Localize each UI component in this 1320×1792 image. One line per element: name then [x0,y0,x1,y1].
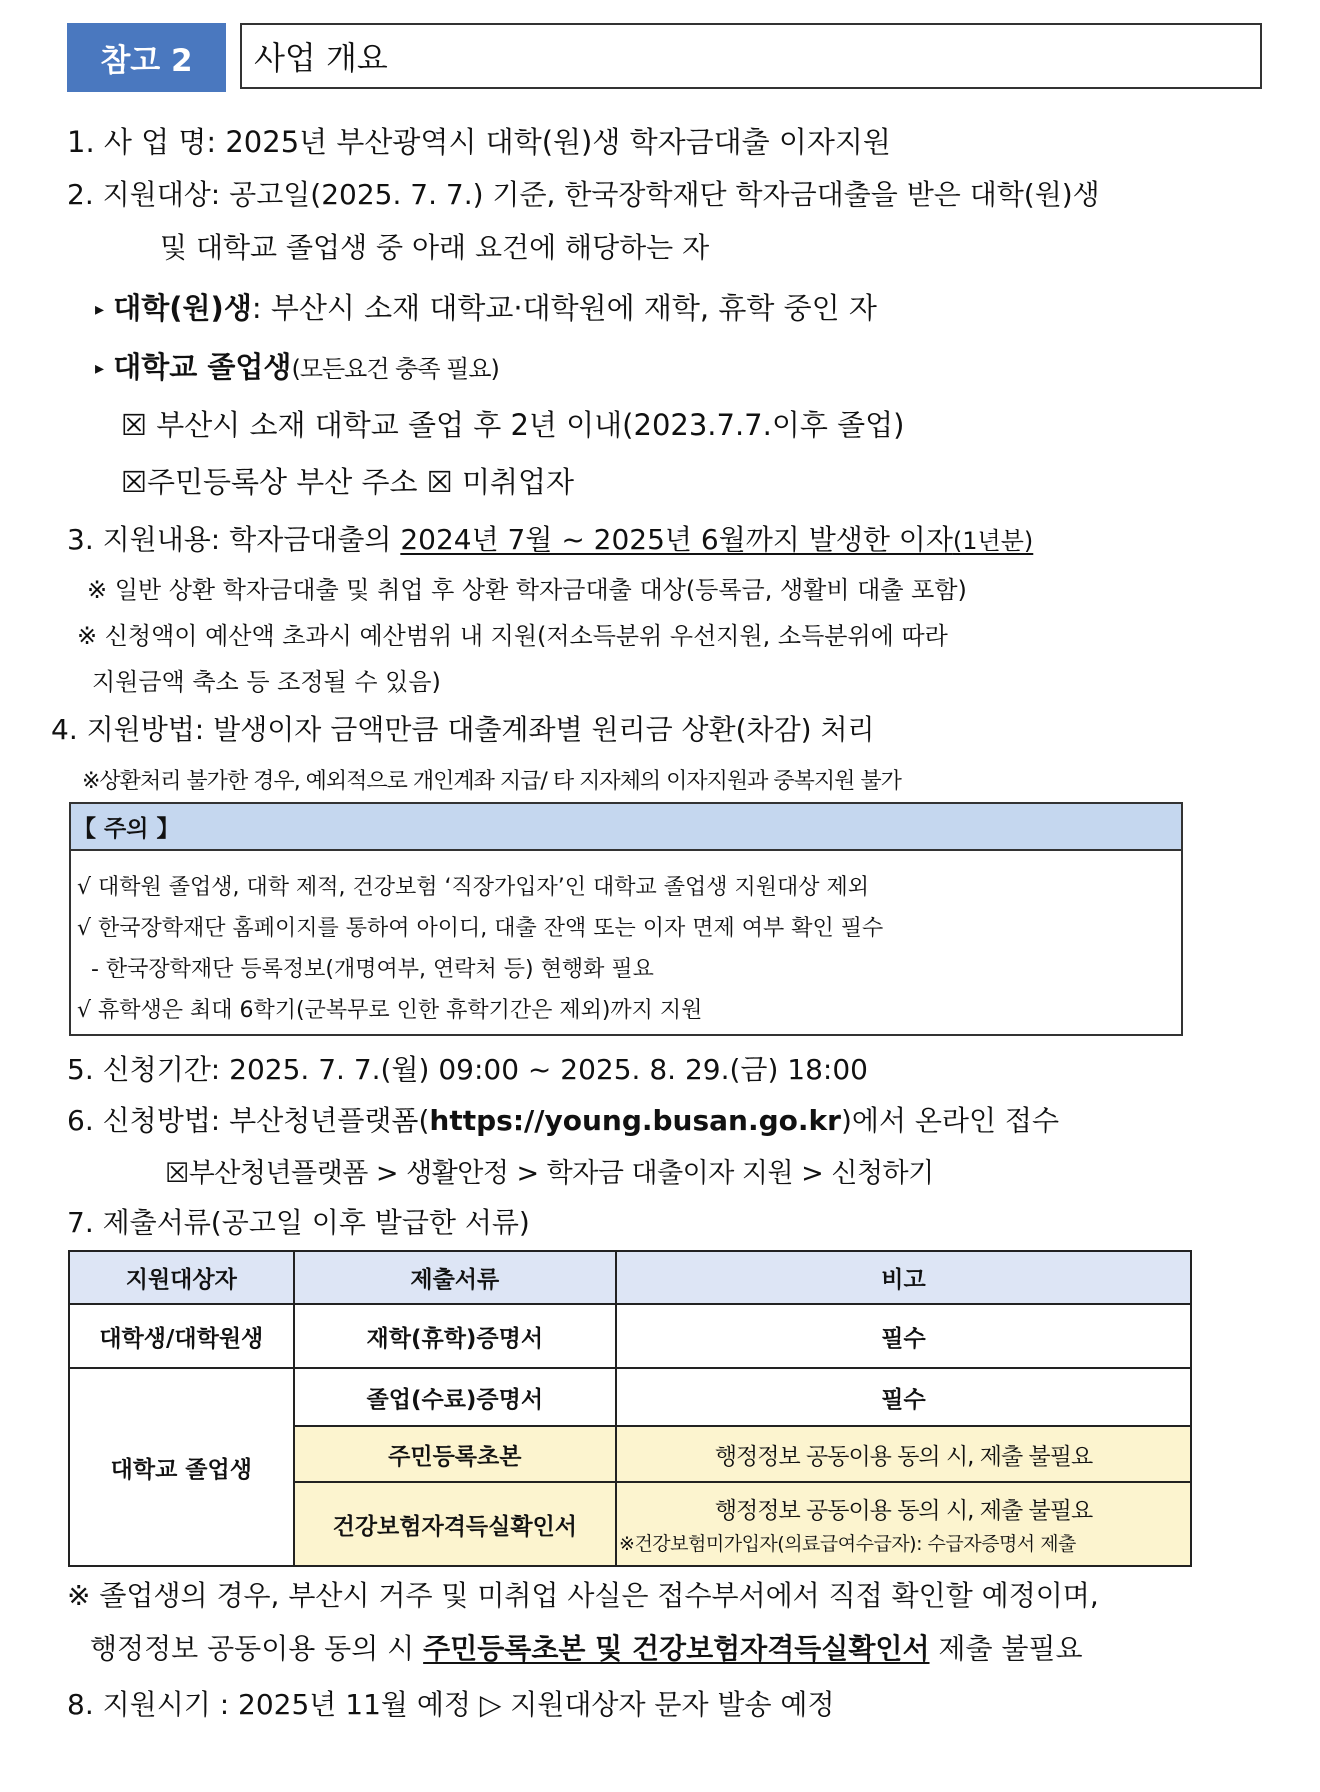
header-target: 지원대상자 [69,1251,294,1304]
cell-remark-sub: ※건강보험미가입자(의료급여수급자): 수급자증명서 제출 [619,1533,1076,1555]
documents-title: 7. 제출서류(공고일 이후 발급한 서류) [67,1206,530,1239]
graduate-note-2-suffix: 제출 불필요 [929,1632,1083,1665]
section-title [240,23,1262,89]
triangle-bullet-icon: ▸ [95,299,105,320]
graduate-note-1: ※ 졸업생의 경우, 부산시 거주 및 미취업 사실은 접수부서에서 직접 확인할 예정이며, [67,1579,1099,1612]
cell-document: 재학(휴학)증명서 [294,1304,616,1368]
triangle-bullet-icon: ▸ [95,358,105,379]
notice-item: √ 한국장학재단 홈페이지를 통하여 아이디, 대출 잔액 또는 이자 면제 여부 확인 필수 [77,916,884,941]
notice-item: - 한국장학재단 등록정보(개명여부, 연락처 등) 현행화 필요 [77,957,654,982]
support-content-prefix: 3. 지원내용: 학자금대출의 [67,523,401,556]
graduate-note-2 [90,1627,1083,1667]
bullet-graduates [95,345,499,386]
condition-2: ☒주민등록상 부산 주소 ☒ 미취업자 [121,465,575,499]
cell-remark: 필수 [616,1304,1191,1368]
target-line-1: 2. 지원대상: 공고일(2025. 7. 7.) 기준, 한국장학재단 학자금대출을 받은 대학(원)생 [67,178,1100,211]
bullet-graduates-text: (모든요건 충족 필요) [291,355,499,383]
cell-remark: 필수 [616,1368,1191,1426]
cell-remark-main: 행정정보 공동이용 동의 시, 제출 불필요 [714,1498,1093,1524]
reference-badge: 참고 2 [67,23,226,92]
condition-1: ☒ 부산시 소재 대학교 졸업 후 2년 이내(2023.7.7.이후 졸업) [121,408,905,442]
documents-table [68,1250,1192,1567]
notice-title: 【 주의 】 [71,804,1181,851]
cell-document: 주민등록초본 [294,1426,616,1482]
support-content-line [67,518,1033,558]
bullet-graduates-title: 대학교 졸업생 [113,350,292,384]
support-content-period: 2024년 7월 ~ 2025년 6월까지 발생한 이자 [400,523,953,556]
project-name-line: 1. 사 업 명: 2025년 부산광역시 대학(원)생 학자금대출 이자지원 [67,125,891,159]
cell-document: 졸업(수료)증명서 [294,1368,616,1426]
platform-link[interactable]: https://young.busan.go.kr [429,1104,841,1137]
header-remarks: 비고 [616,1251,1191,1304]
application-method-prefix: 6. 신청방법: 부산청년플랫폼( [67,1104,430,1137]
support-content-suffix: (1년분) [952,527,1034,555]
notice-item: √ 휴학생은 최대 6학기(군복무로 인한 휴학기간은 제외)까지 지원 [77,998,703,1023]
support-note-2a: ※ 신청액이 예산액 초과시 예산범위 내 지원(저소득분위 우선지원, 소득분위에 따라 [77,622,948,650]
bullet-students [95,286,877,327]
header-documents: 제출서류 [294,1251,616,1304]
method-note: ※상환처리 불가한 경우, 예외적으로 개인계좌 지급/ 타 지자체의 이자지원과 중복지원 불가 [82,769,901,794]
cell-target: 대학생/대학원생 [69,1304,294,1368]
application-method-suffix: )에서 온라인 접수 [840,1104,1060,1137]
section-title-text: 사업 개요 [254,39,388,77]
application-method [67,1099,1059,1139]
cell-document: 건강보험자격득실확인서 [294,1482,616,1566]
application-path: ☒부산청년플랫폼 > 생활안정 > 학자금 대출이자 지원 > 신청하기 [165,1158,934,1189]
support-note-2b: 지원금액 축소 등 조정될 수 있음) [92,668,441,696]
notice-box [69,802,1183,1036]
table-header-row [69,1251,1191,1304]
bullet-students-text: : 부산시 소재 대학교·대학원에 재학, 휴학 중인 자 [251,291,877,325]
support-timing: 8. 지원시기 : 2025년 11월 예정 ▷ 지원대상자 문자 발송 예정 [67,1688,835,1721]
graduate-note-2-prefix: 행정정보 공동이용 동의 시 [90,1632,424,1665]
support-note-1: ※ 일반 상환 학자금대출 및 취업 후 상환 학자금대출 대상(등록금, 생활비 대출 포함) [87,576,967,604]
table-row [69,1304,1191,1368]
cell-remark [616,1482,1191,1566]
graduate-note-2-docs: 주민등록초본 및 건강보험자격득실확인서 [423,1632,930,1665]
cell-target: 대학교 졸업생 [69,1368,294,1566]
bullet-students-title: 대학(원)생 [113,291,252,325]
application-period: 5. 신청기간: 2025. 7. 7.(월) 09:00 ~ 2025. 8. 29.(금) 18:00 [67,1053,868,1086]
cell-remark: 행정정보 공동이용 동의 시, 제출 불필요 [616,1426,1191,1482]
table-row [69,1368,1191,1426]
method-line: 4. 지원방법: 발생이자 금액만큼 대출계좌별 원리금 상환(차감) 처리 [51,713,875,746]
notice-item: √ 대학원 졸업생, 대학 제적, 건강보험 ‘직장가입자’인 대학교 졸업생 지원대상 제외 [77,875,869,900]
target-line-2: 및 대학교 졸업생 중 아래 요건에 해당하는 자 [160,231,710,264]
